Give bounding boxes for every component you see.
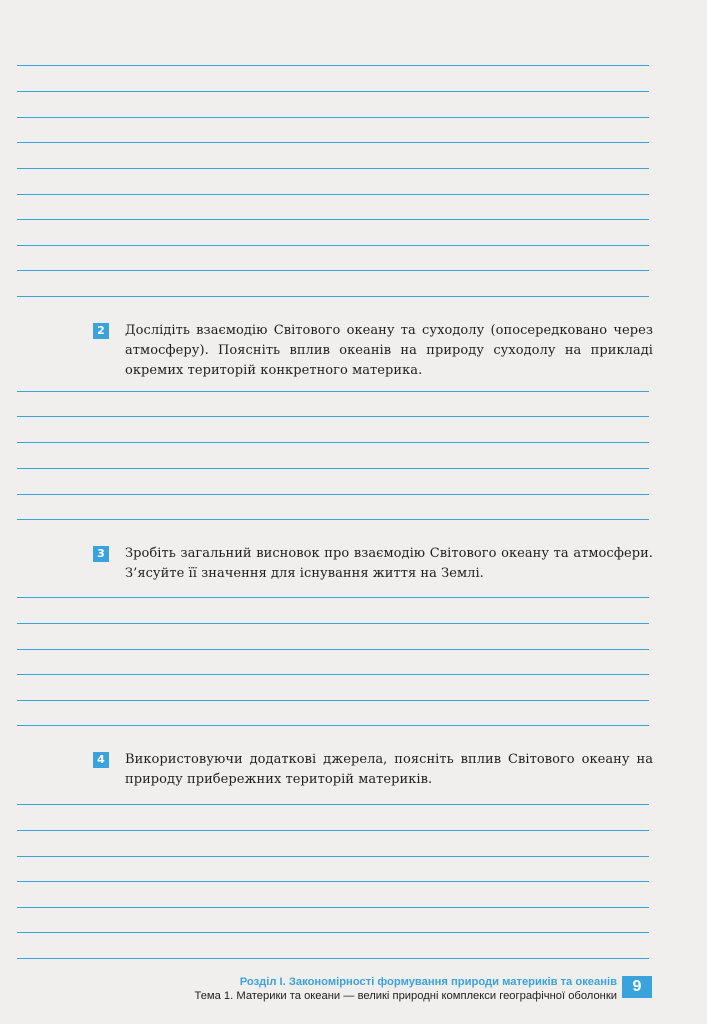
answer-line[interactable] <box>17 468 649 469</box>
answer-line[interactable] <box>17 623 649 624</box>
task-4 <box>93 750 653 790</box>
answer-line[interactable] <box>17 881 649 882</box>
answer-line[interactable] <box>17 649 649 650</box>
answer-line[interactable] <box>17 168 649 169</box>
answer-line[interactable] <box>17 296 649 297</box>
answer-line[interactable] <box>17 245 649 246</box>
answer-line[interactable] <box>17 442 649 443</box>
answer-line[interactable] <box>17 416 649 417</box>
task-number-badge: 4 <box>93 752 109 768</box>
task-number-badge: 3 <box>93 546 109 562</box>
answer-line[interactable] <box>17 856 649 857</box>
answer-line[interactable] <box>17 142 649 143</box>
task-3 <box>93 544 653 584</box>
answer-line[interactable] <box>17 804 649 805</box>
answer-line[interactable] <box>17 91 649 92</box>
task-2 <box>93 321 653 381</box>
footer-topic-title: Тема 1. Материки та океани — великі природні комплекси географічної оболонки <box>194 990 617 1002</box>
answer-line[interactable] <box>17 958 649 959</box>
answer-line[interactable] <box>17 65 649 66</box>
answer-line[interactable] <box>17 219 649 220</box>
answer-line[interactable] <box>17 391 649 392</box>
task-number-badge: 2 <box>93 323 109 339</box>
task-prompt: Використовуючи додаткові джерела, поясніть вплив Світового океану на природу прибережних територій материків. <box>125 752 653 787</box>
page-footer <box>194 975 617 1003</box>
answer-line[interactable] <box>17 117 649 118</box>
footer-section-title: Розділ І. Закономірності формування природи материків та океанів <box>239 976 617 988</box>
answer-line[interactable] <box>17 194 649 195</box>
answer-line[interactable] <box>17 830 649 831</box>
answer-line[interactable] <box>17 494 649 495</box>
task-prompt: Зробіть загальний висновок про взаємодію Світового океану та атмосфери. З’ясуйте її значення для існування життя на Землі. <box>125 546 653 581</box>
answer-line[interactable] <box>17 597 649 598</box>
answer-line[interactable] <box>17 932 649 933</box>
task-prompt: Дослідіть взаємодію Світового океану та суходолу (опосередковано через атмосферу). Поясніть вплив океанів на природу суходолу на прикладі окремих територій конкретного материка. <box>125 323 653 378</box>
answer-line[interactable] <box>17 674 649 675</box>
answer-line[interactable] <box>17 519 649 520</box>
page-number-badge: 9 <box>622 976 652 998</box>
answer-line[interactable] <box>17 270 649 271</box>
answer-line[interactable] <box>17 907 649 908</box>
answer-line[interactable] <box>17 725 649 726</box>
answer-line[interactable] <box>17 700 649 701</box>
